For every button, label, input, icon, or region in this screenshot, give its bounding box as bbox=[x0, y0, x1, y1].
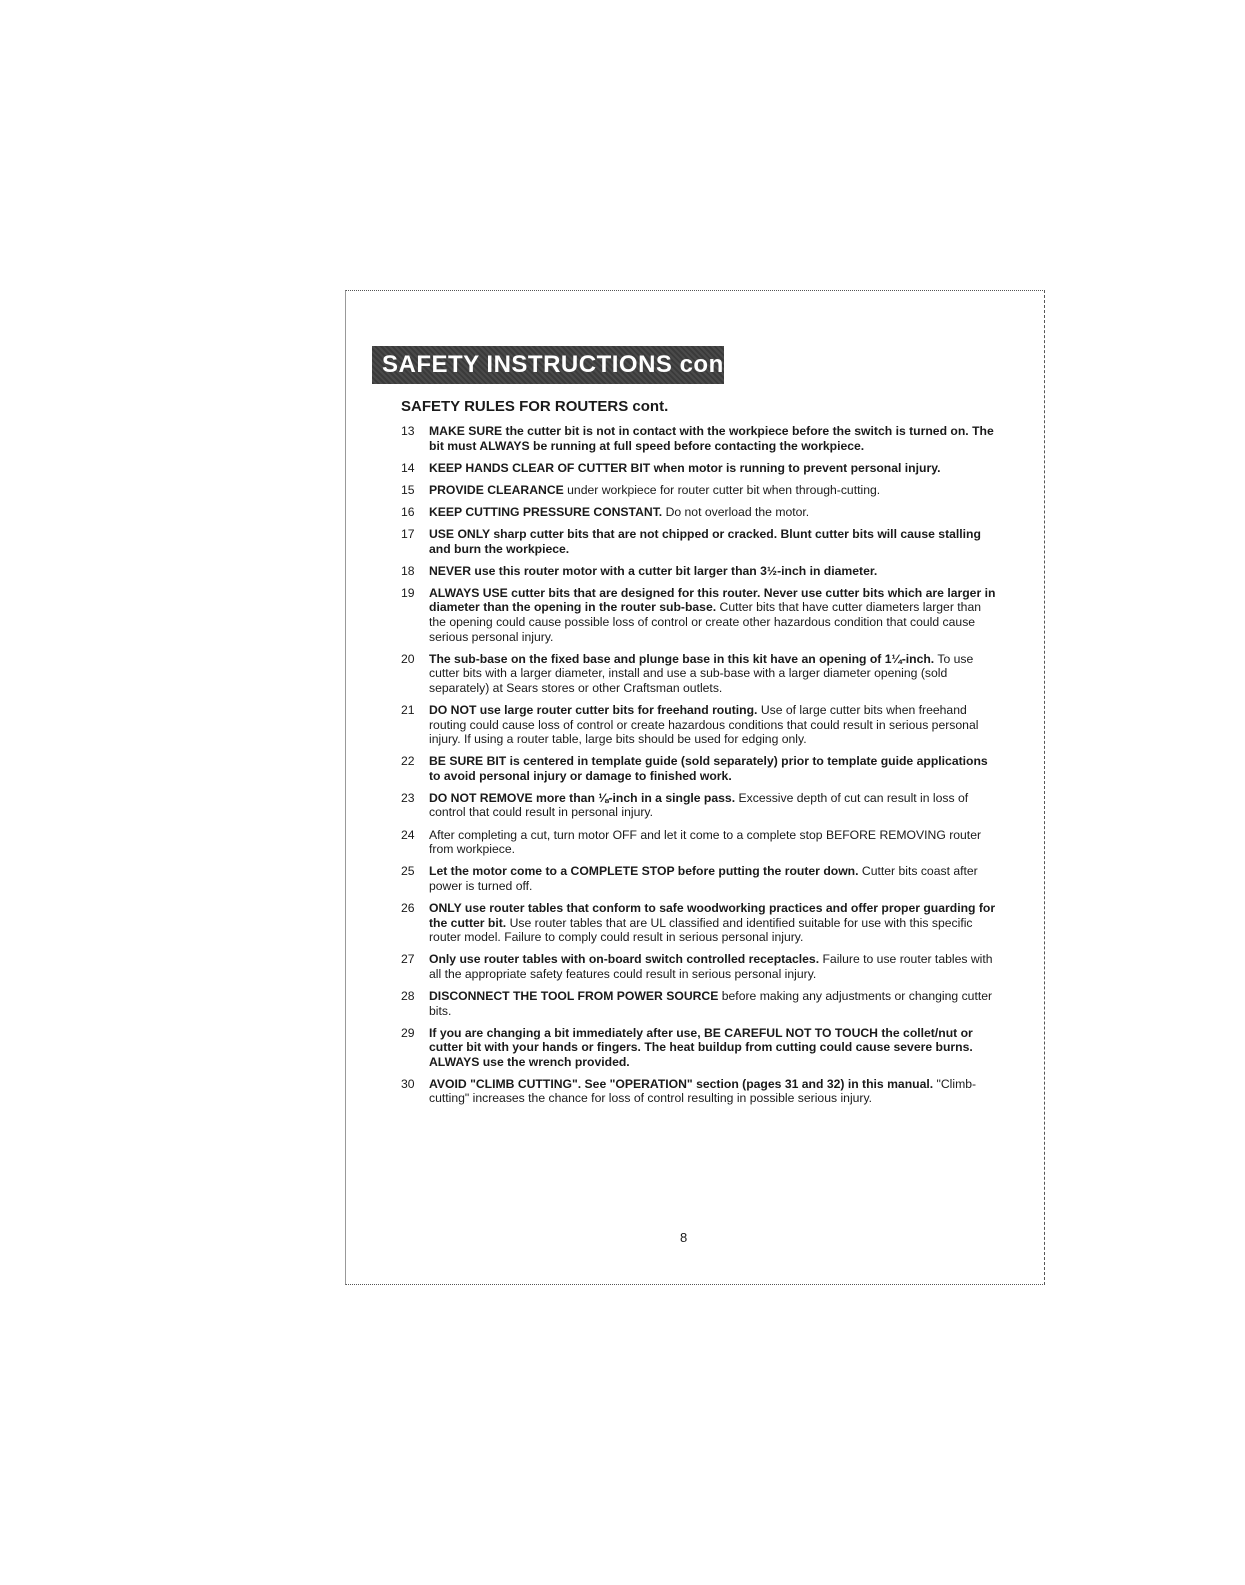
rule-bold-text: DO NOT REMOVE more than ⅛-inch in a single pass. bbox=[429, 790, 736, 805]
rule-normal-text: Use of large cutter bits when freehand routing could cause loss of control or create hazardous conditions that could result in serious personal injury. If using a router table, large bits should be used for edging only. bbox=[429, 702, 979, 747]
rule-text bbox=[429, 901, 1001, 945]
rule-number: 30 bbox=[401, 1076, 415, 1091]
rule-number: 22 bbox=[401, 754, 415, 769]
rule-normal-text: Excessive depth of cut can result in loss of control that could result in personal injury. bbox=[429, 790, 969, 820]
rule-bold-text: DISCONNECT THE TOOL FROM POWER SOURCE bbox=[429, 988, 719, 1003]
rule-number: 21 bbox=[401, 702, 415, 717]
rule-bold-text: DO NOT use large router cutter bits for freehand routing. bbox=[429, 702, 758, 717]
rule-text bbox=[429, 828, 1001, 857]
rule-text bbox=[429, 703, 1001, 747]
banner-title: SAFETY INSTRUCTIONS cont. bbox=[382, 351, 740, 378]
rule-text bbox=[429, 586, 1001, 644]
rule-text bbox=[429, 1026, 1001, 1070]
rule-bold-text: The sub-base on the fixed base and plunge base in this kit have an opening of 1¼-inch. bbox=[429, 651, 935, 666]
section-banner bbox=[372, 346, 740, 384]
list-item bbox=[401, 828, 1001, 857]
list-item bbox=[401, 703, 1001, 747]
rule-bold-text: KEEP CUTTING PRESSURE CONSTANT. bbox=[429, 504, 663, 519]
rule-bold-text: KEEP HANDS CLEAR OF CUTTER BIT when motor is running to prevent personal injury. bbox=[429, 460, 941, 475]
rule-bold-text: Only use router tables with on-board switch controlled receptacles. bbox=[429, 952, 820, 967]
rule-number: 24 bbox=[401, 827, 415, 842]
list-item bbox=[401, 989, 1001, 1018]
rule-normal-text: before making any adjustments or changing cutter bits. bbox=[429, 988, 993, 1018]
rule-text bbox=[429, 461, 1001, 476]
section-heading: SAFETY RULES FOR ROUTERS cont. bbox=[401, 398, 669, 415]
rule-number: 23 bbox=[401, 790, 415, 805]
rule-bold-text: If you are changing a bit immediately after use, BE CAREFUL NOT TO TOUCH the collet/nut or cutter bit with your hands or fingers. The heat buildup from cutting could cause severe burns. ALWAYS use the wrench provided. bbox=[429, 1025, 973, 1069]
list-item bbox=[401, 652, 1001, 696]
rule-text bbox=[429, 564, 1001, 579]
rule-bold-text: ALWAYS USE cutter bits that are designed for this router. Never use cutter bits which are larger in diameter than the opening in the router sub-base. bbox=[429, 585, 996, 615]
list-item bbox=[401, 1026, 1001, 1070]
rule-text bbox=[429, 424, 1001, 453]
rule-number: 17 bbox=[401, 526, 415, 541]
rule-text bbox=[429, 505, 1001, 520]
rule-bold-text: ONLY use router tables that conform to safe woodworking practices and offer proper guarding for the cutter bit. bbox=[429, 900, 996, 930]
list-item bbox=[401, 754, 1001, 783]
list-item bbox=[401, 505, 1001, 520]
page-number: 8 bbox=[680, 1230, 688, 1245]
rule-bold-text: USE ONLY sharp cutter bits that are not chipped or cracked. Blunt cutter bits will cause stalling and burn the workpiece. bbox=[429, 526, 981, 556]
rule-text bbox=[429, 652, 1001, 696]
rule-text bbox=[429, 791, 1001, 820]
list-item bbox=[401, 483, 1001, 498]
rule-number: 18 bbox=[401, 563, 415, 578]
rule-text bbox=[429, 754, 1001, 783]
rule-number: 28 bbox=[401, 988, 415, 1003]
rule-text bbox=[429, 1077, 1001, 1106]
rule-bold-text: AVOID "CLIMB CUTTING". See "OPERATION" section (pages 31 and 32) in this manual. bbox=[429, 1076, 934, 1091]
rule-number: 25 bbox=[401, 864, 415, 879]
rule-text bbox=[429, 864, 1001, 893]
rule-text bbox=[429, 483, 1001, 498]
rule-text bbox=[429, 952, 1001, 981]
rule-number: 13 bbox=[401, 424, 415, 438]
rule-normal-text: To use cutter bits with a larger diameter, install and use a sub-base with a larger diameter opening (sold separately) at Sears stores or other Craftsman outlets. bbox=[429, 651, 974, 695]
rule-bold-text: NEVER use this router motor with a cutter bit larger than 3½-inch in diameter. bbox=[429, 563, 878, 578]
rule-number: 19 bbox=[401, 585, 415, 600]
list-item bbox=[401, 461, 1001, 476]
list-item bbox=[401, 901, 1001, 945]
list-item bbox=[401, 1077, 1001, 1106]
list-item bbox=[401, 791, 1001, 820]
rule-number: 14 bbox=[401, 460, 415, 475]
rule-bold-text: BE SURE BIT is centered in template guide (sold separately) prior to template guide applications to avoid personal injury or damage to finished work. bbox=[429, 754, 988, 783]
rule-bold-text: PROVIDE CLEARANCE bbox=[429, 482, 564, 497]
rule-text bbox=[429, 989, 1001, 1018]
rule-normal-text: Failure to use router tables with all the appropriate safety features could result in serious personal injury. bbox=[429, 952, 993, 981]
list-item bbox=[401, 864, 1001, 893]
rule-bold-text: MAKE SURE the cutter bit is not in contact with the workpiece before the switch is turned on. The bit must ALWAYS be running at full speed before contacting the workpiece. bbox=[429, 424, 994, 453]
list-item bbox=[401, 527, 1001, 556]
rule-normal-text: Cutter bits that have cutter diameters larger than the opening could cause possible loss of control or create other hazardous condition that could cause serious personal injury. bbox=[429, 600, 981, 644]
list-item bbox=[401, 952, 1001, 981]
list-item bbox=[401, 424, 1001, 453]
rule-number: 20 bbox=[401, 651, 415, 666]
rule-number: 27 bbox=[401, 952, 415, 967]
rule-text bbox=[429, 527, 1001, 556]
rule-normal-text: Do not overload the motor. bbox=[665, 504, 810, 519]
rule-normal-text: under workpiece for router cutter bit when through-cutting. bbox=[567, 482, 881, 497]
rule-number: 26 bbox=[401, 900, 415, 915]
rule-number: 16 bbox=[401, 504, 415, 519]
rule-normal-text: "Climb-cutting" increases the chance for loss of control resulting in possible serious injury. bbox=[429, 1076, 977, 1106]
list-item bbox=[401, 564, 1001, 579]
rule-number: 29 bbox=[401, 1025, 415, 1040]
rule-bold-text: Let the motor come to a COMPLETE STOP before putting the router down. bbox=[429, 864, 859, 879]
rule-normal-text: Use router tables that are UL classified and identified suitable for use with this specific router model. Failure to comply could result in serious personal injury. bbox=[429, 915, 973, 945]
list-item bbox=[401, 586, 1001, 644]
rule-normal-text: After completing a cut, turn motor OFF and let it come to a complete stop BEFORE REMOVING router from workpiece. bbox=[429, 827, 982, 857]
rules-list bbox=[401, 424, 1001, 1114]
rule-number: 15 bbox=[401, 482, 415, 497]
rule-normal-text: Cutter bits coast after power is turned off. bbox=[429, 864, 978, 893]
